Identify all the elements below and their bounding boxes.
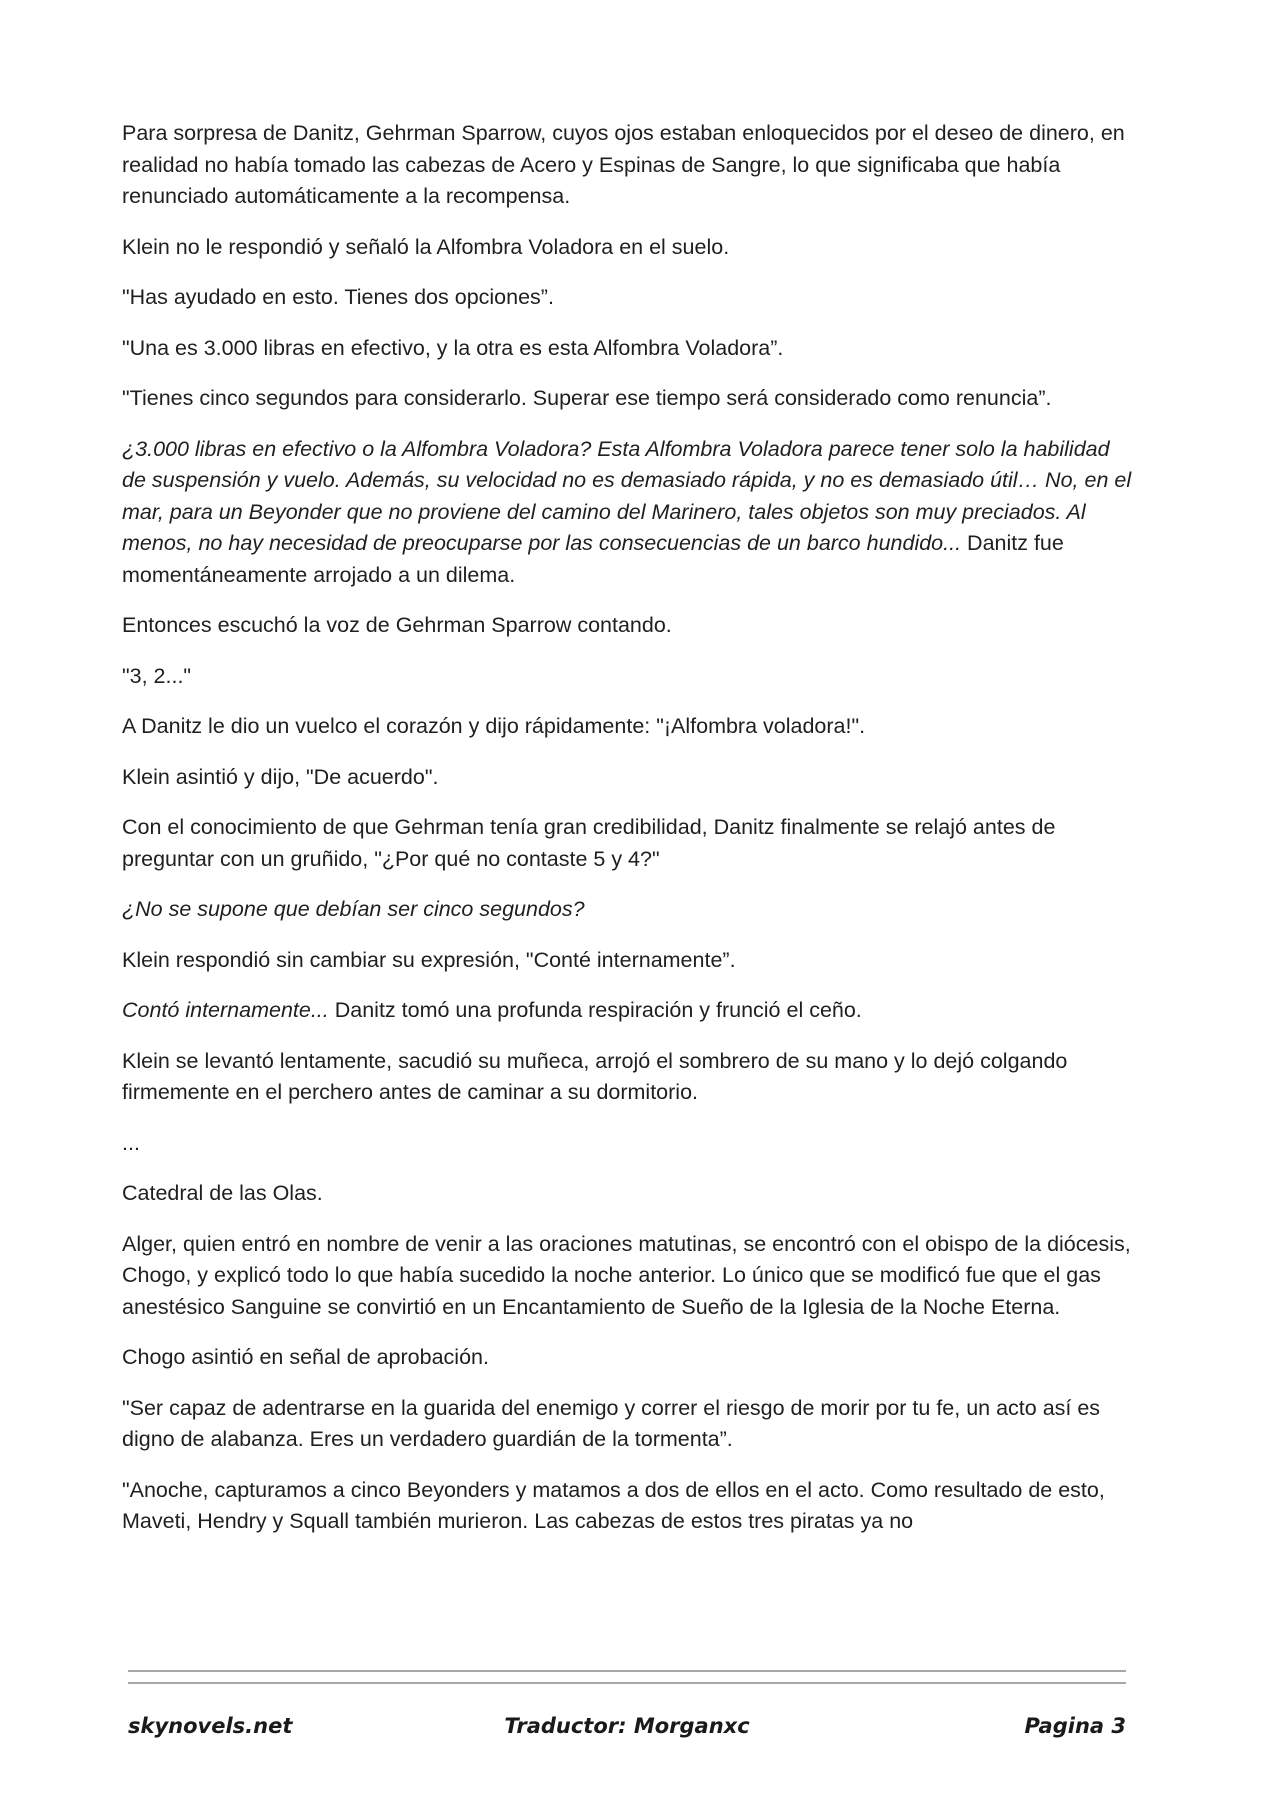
paragraph	[122, 894, 1132, 926]
paragraph	[122, 333, 1132, 365]
footer-divider-line-top	[128, 1670, 1126, 1672]
paragraph	[122, 383, 1132, 415]
paragraph-text: Klein respondió sin cambiar su expresión, "Conté internamente”.	[122, 947, 736, 972]
paragraph	[122, 232, 1132, 264]
paragraph	[122, 118, 1132, 213]
paragraph-text: A Danitz le dio un vuelco el corazón y dijo rápidamente: "¡Alfombra voladora!".	[122, 714, 866, 738]
paragraph-text: "Tienes cinco segundos para considerarlo. Superar ese tiempo será considerado como renuncia”.	[122, 386, 1052, 410]
paragraph-text: Para sorpresa de Danitz, Gehrman Sparrow, cuyos ojos estaban enloquecidos por el deseo de dinero, en realidad no había tomado las cabezas de Acero y Espinas de Sangre, lo que significaba que había renunciado automáticamente a la recompensa.	[122, 121, 1125, 208]
footer-translator: Traductor: Morganxc	[504, 1714, 750, 1738]
paragraph-text: Con el conocimiento de que Gehrman tenía gran credibilidad, Danitz finalmente se relajó antes de preguntar con un gruñido, "¿Por qué no contaste 5 y 4?"	[122, 815, 1056, 871]
paragraph	[122, 1475, 1132, 1538]
paragraph-text: Catedral de las Olas.	[122, 1181, 323, 1205]
paragraph-italic-text: ¿3.000 libras en efectivo o la Alfombra Voladora? Esta Alfombra Voladora parece tener solo la habilidad de suspensión y vuelo. Además, su velocidad no es demasiado rápida, y no es demasiado útil… No, en el mar, para un Beyonder que no proviene del camino del Marinero, tales objetos son muy preciados. Al menos, no hay necesidad de preocuparse por las consecuencias de un barco hundido...	[122, 436, 1132, 555]
footer-page-number: Pagina 3	[1024, 1714, 1126, 1738]
paragraph-text: Chogo asintió en señal de aprobación.	[122, 1345, 489, 1369]
paragraph-text: Alger, quien entró en nombre de venir a las oraciones matutinas, se encontró con el obispo de la diócesis, Chogo, y explicó todo lo que había sucedido la noche anterior. Lo único que se modificó fue que el gas anestésico Sanguine se convirtió en un Encantamiento de Sueño de la Iglesia de la Noche Eterna.	[122, 1231, 1131, 1319]
paragraph	[122, 661, 1132, 693]
paragraph	[122, 1229, 1132, 1324]
paragraph-text: "Una es 3.000 libras en efectivo, y la otra es esta Alfombra Voladora”.	[122, 335, 784, 360]
paragraph	[122, 812, 1132, 875]
paragraph-text: Danitz fue momentáneamente arrojado a un dilema.	[122, 531, 1064, 587]
paragraph	[122, 1046, 1132, 1109]
paragraph	[122, 434, 1132, 592]
footer-site: skynovels.net	[128, 1714, 293, 1738]
paragraph	[122, 282, 1132, 314]
paragraph-italic-text: ¿No se supone que debían ser cinco segundos?	[122, 897, 585, 921]
paragraph-text: Klein se levantó lentamente, sacudió su muñeca, arrojó el sombrero de su mano y lo dejó colgando firmemente en el perchero antes de caminar a su dormitorio.	[122, 1048, 1068, 1104]
paragraph	[122, 1342, 1132, 1374]
paragraph-text: ...	[122, 1130, 140, 1155]
paragraph-text: Danitz tomó una profunda respiración y frunció el ceño.	[328, 998, 862, 1022]
paragraph	[122, 711, 1132, 743]
paragraph-text: "Ser capaz de adentrarse en la guarida del enemigo y correr el riesgo de morir por tu fe, un acto así es digno de alabanza. Eres un verdadero guardián de la tormenta”.	[122, 1395, 1101, 1451]
paragraph-text: Entonces escuchó la voz de Gehrman Sparrow contando.	[122, 613, 672, 637]
document-body	[122, 118, 1132, 1557]
paragraph	[122, 762, 1132, 794]
footer-divider-line-bottom	[128, 1682, 1126, 1684]
paragraph	[122, 1178, 1132, 1210]
paragraph-italic-text: Contó internamente...	[122, 998, 329, 1022]
paragraph-text: Klein asintió y dijo, "De acuerdo".	[122, 764, 439, 789]
paragraph	[122, 1393, 1132, 1456]
paragraph-text: "Has ayudado en esto. Tienes dos opciones”.	[122, 285, 554, 309]
paragraph	[122, 995, 1132, 1027]
paragraph-text: "Anoche, capturamos a cinco Beyonders y matamos a dos de ellos en el acto. Como resultado de esto, Maveti, Hendry y Squall también murieron. Las cabezas de estos tres piratas ya no	[122, 1477, 1105, 1533]
page-footer	[128, 1714, 1126, 1744]
paragraph	[122, 945, 1132, 977]
paragraph	[122, 610, 1132, 642]
paragraph-text: Klein no le respondió y señaló la Alfombra Voladora en el suelo.	[122, 234, 730, 259]
footer-divider	[128, 1670, 1126, 1686]
paragraph-text: "3, 2..."	[122, 663, 192, 688]
paragraph	[122, 1128, 1132, 1160]
